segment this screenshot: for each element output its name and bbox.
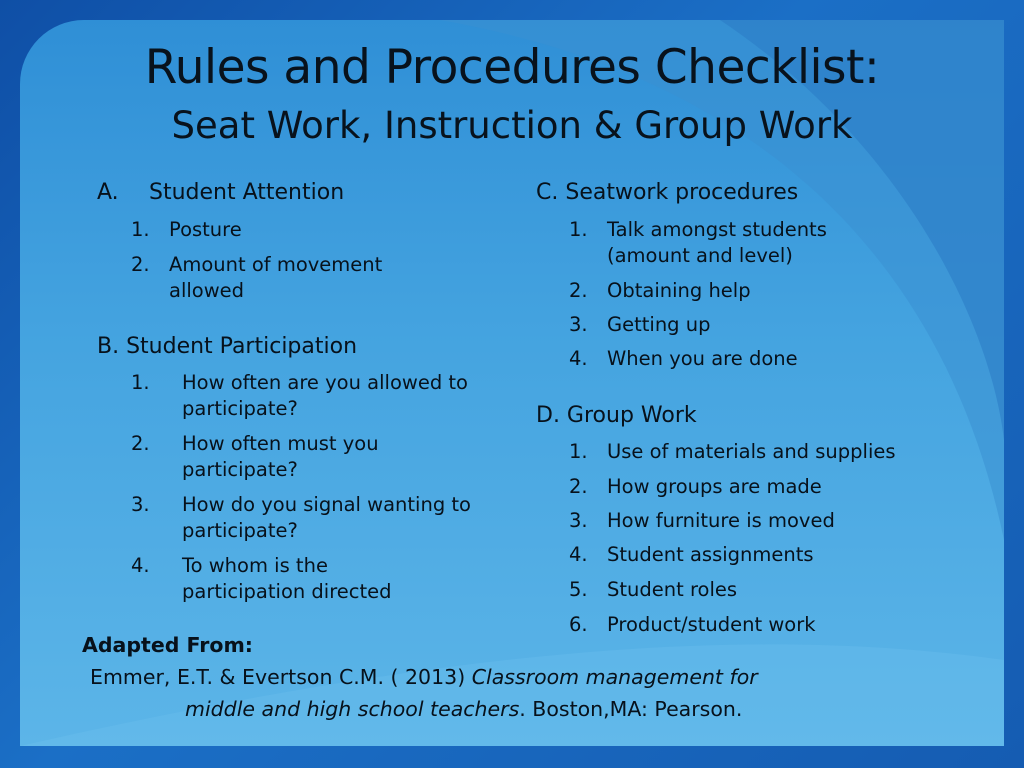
citation-line-1 (90, 665, 758, 689)
list-item (569, 312, 949, 342)
list-item (131, 252, 431, 308)
list-item-number: 4. (131, 554, 150, 577)
list-item (569, 612, 959, 642)
list-item (569, 577, 959, 607)
list-item-number: 2. (569, 279, 588, 302)
list-item-text: How often are you allowed to participate? (182, 371, 468, 420)
list-item (569, 542, 959, 572)
list-item-text: How often must you participate? (182, 432, 379, 481)
section-a-marker: A. (97, 180, 119, 205)
list-item (569, 217, 949, 273)
section-c-heading: C. Seatwork procedures (536, 180, 799, 205)
list-item-text: When you are done (607, 347, 798, 370)
citation-line-2 (185, 697, 742, 721)
list-item-text: Posture (169, 218, 242, 241)
list-item-text: Student assignments (607, 543, 814, 566)
list-item-number: 4. (569, 347, 588, 370)
section-d-heading: D. Group Work (536, 403, 697, 428)
section-a-heading: Student Attention (149, 180, 345, 205)
list-item-text: How do you signal wanting to participate? (182, 493, 471, 542)
list-item-number: 4. (569, 543, 588, 566)
list-item-text: How furniture is moved (607, 509, 835, 532)
list-item (569, 474, 959, 504)
list-item-number: 1. (131, 218, 150, 241)
list-item (569, 278, 949, 308)
list-item-number: 2. (131, 253, 150, 276)
list-item-text: Student roles (607, 578, 738, 601)
section-b-heading: B. Student Participation (97, 334, 358, 359)
list-item (131, 217, 431, 247)
list-item-number: 3. (131, 493, 150, 516)
list-item-text: Product/student work (607, 613, 816, 636)
list-item-number: 1. (131, 371, 150, 394)
list-item-number: 3. (569, 509, 588, 532)
list-item-text: Getting up (607, 313, 711, 336)
list-item-number: 5. (569, 578, 588, 601)
list-item-text: Use of materials and supplies (607, 440, 896, 463)
list-item (569, 508, 959, 538)
list-item (131, 431, 491, 487)
list-item (569, 439, 959, 469)
list-item-number: 2. (131, 432, 150, 455)
list-item-number: 3. (569, 313, 588, 336)
citation-authors: Emmer, E.T. & Evertson C.M. ( 2013) (90, 665, 466, 689)
list-item-text: How groups are made (607, 475, 822, 498)
list-item (131, 492, 491, 548)
list-item-number: 1. (569, 440, 588, 463)
page-subtitle: Seat Work, Instruction & Group Work (171, 104, 853, 147)
citation-book-title: Classroom management for (471, 665, 758, 689)
list-item-text: To whom is the participation directed (182, 554, 392, 603)
list-item-number: 6. (569, 613, 588, 636)
list-item (131, 370, 491, 426)
list-item-text: Obtaining help (607, 279, 751, 302)
citation-label: Adapted From: (82, 633, 254, 657)
list-item (569, 346, 949, 376)
page-title: Rules and Procedures Checklist: (144, 40, 880, 95)
list-item-number: 1. (569, 218, 588, 241)
list-item (131, 553, 491, 609)
citation-book-title-cont: middle and high school teachers (185, 697, 520, 721)
citation-publisher: . Boston,MA: Pearson. (519, 697, 743, 721)
list-item-text: Amount of movement allowed (169, 253, 383, 302)
list-item-text: Talk amongst students (amount and level) (607, 218, 827, 267)
list-item-number: 2. (569, 475, 588, 498)
